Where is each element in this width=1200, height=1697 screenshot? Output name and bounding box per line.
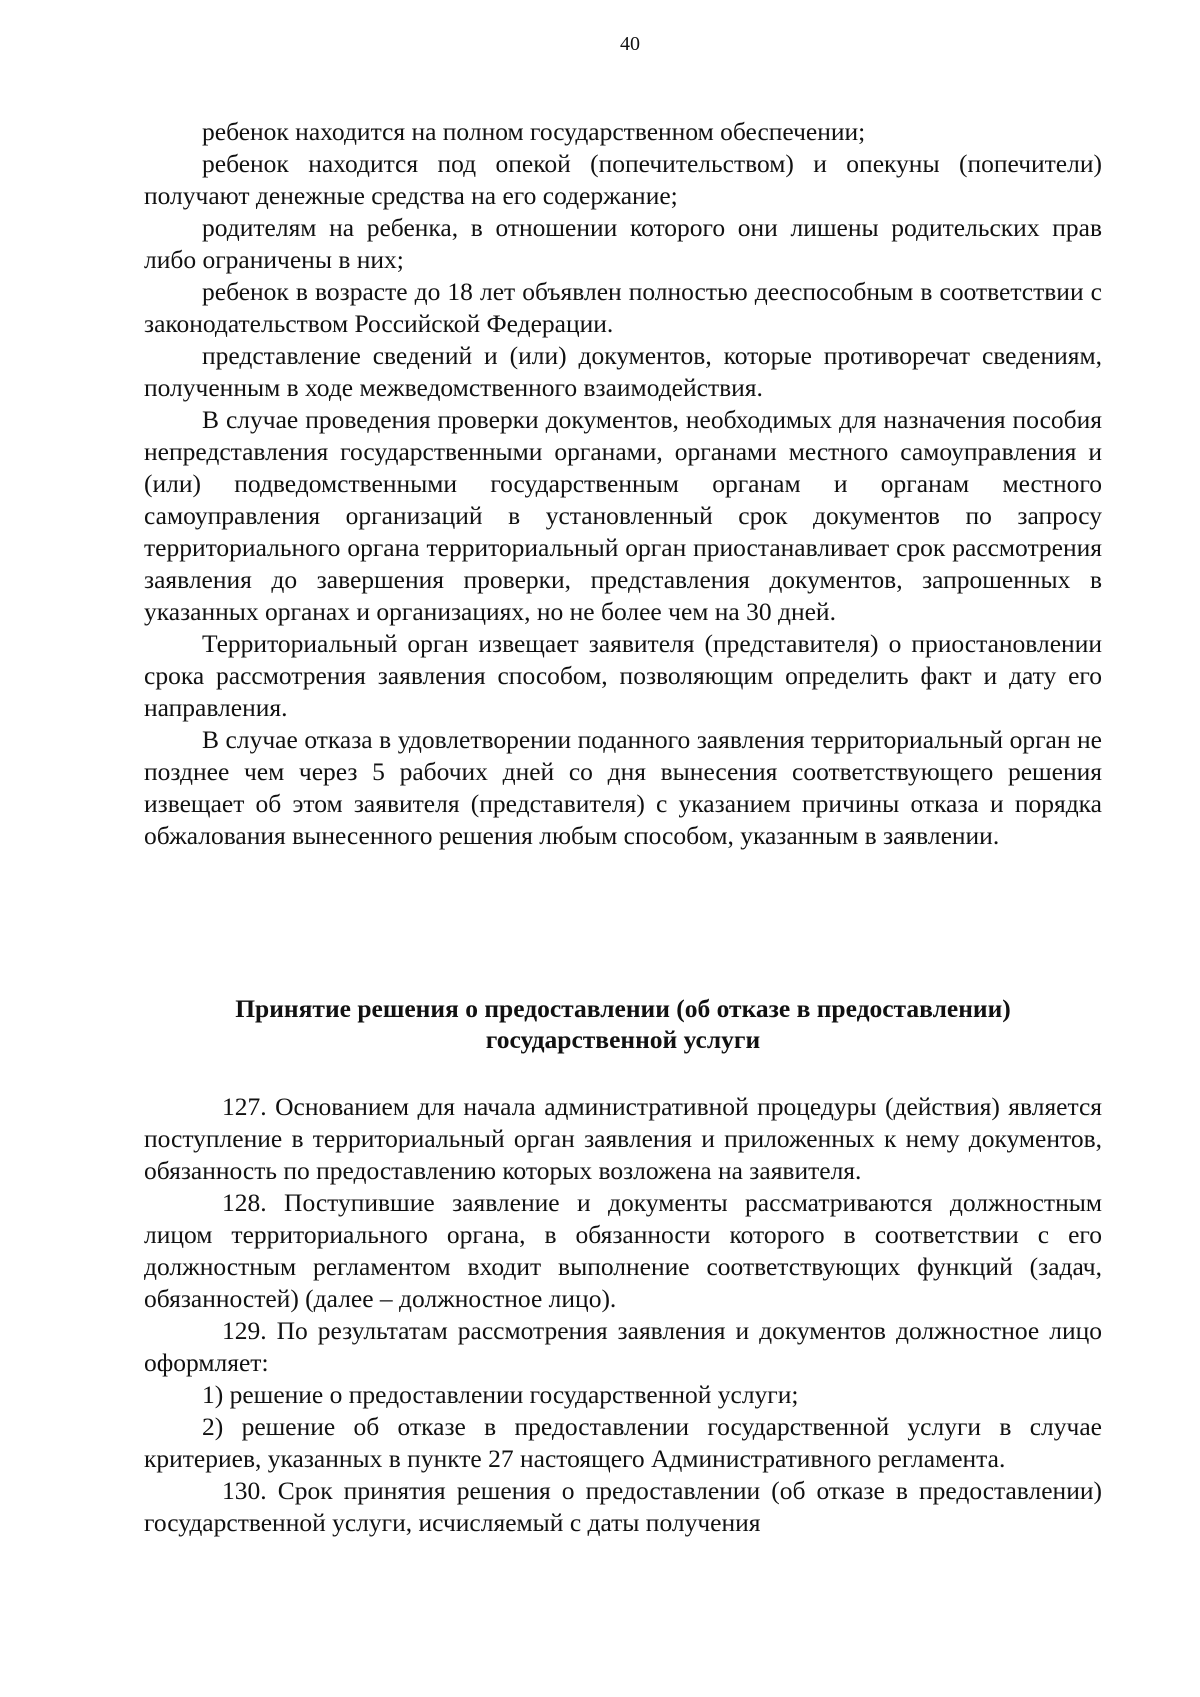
numbered-paragraph-129: 129. По результатам рассмотрения заявления и документов должностное лицо оформляет: bbox=[144, 1316, 1102, 1377]
list-item-1: 1) решение о предоставлении государственной услуги; bbox=[202, 1380, 799, 1409]
paragraph: ребенок в возрасте до 18 лет объявлен полностью дееспособным в соответствии с законодательством Российской Федерации. bbox=[144, 277, 1102, 338]
page-number: 40 bbox=[620, 33, 640, 55]
paragraph: В случае отказа в удовлетворении поданного заявления территориальный орган не позднее чем через 5 рабочих дней со дня вынесения соответствующего решения извещает об этом заявителя (представителя) с указанием причины отказа и порядка обжалования вынесенного решения любым способом, указанным в заявлении. bbox=[144, 725, 1102, 850]
paragraph: В случае проведения проверки документов, необходимых для назначения пособия непредставления государственными органами, органами местного самоуправления и (или) подведомственными государственным органам и органам местного самоуправления организаций в установленный срок документов по запросу территориального органа территориальный орган приостанавливает срок рассмотрения заявления до завершения проверки, представления документов, запрошенных в указанных органах и организациях, но не более чем на 30 дней. bbox=[144, 405, 1102, 626]
paragraph: родителям на ребенка, в отношении которого они лишены родительских прав либо ограничены в них; bbox=[144, 213, 1102, 274]
section-heading bbox=[144, 993, 1102, 1055]
numbered-paragraph-128: 128. Поступившие заявление и документы рассматриваются должностным лицом территориального органа, в обязанности которого в соответствии с его должностным регламентом входит выполнение соответствующих функций (задач, обязанностей) (далее – должностное лицо). bbox=[144, 1188, 1102, 1313]
paragraph: ребенок находится под опекой (попечительством) и опекуны (попечители) получают денежные средства на его содержание; bbox=[144, 149, 1102, 210]
section-heading-line-1: Принятие решения о предоставлении (об отказе в предоставлении) bbox=[235, 994, 1011, 1023]
section-heading-line-2: государственной услуги bbox=[485, 1025, 761, 1054]
body-text-block-1 bbox=[144, 116, 1102, 852]
list-item-2: 2) решение об отказе в предоставлении государственной услуги в случае критериев, указанных в пункте 27 настоящего Административного регламента. bbox=[144, 1412, 1102, 1473]
body-text-block-2 bbox=[144, 1091, 1102, 1539]
paragraph: представление сведений и (или) документов, которые противоречат сведениям, полученным в ходе межведомственного взаимодействия. bbox=[144, 341, 1102, 402]
numbered-paragraph-127: 127. Основанием для начала административной процедуры (действия) является поступление в территориальный орган заявления и приложенных к нему документов, обязанность по предоставлению которых возложена на заявителя. bbox=[144, 1092, 1102, 1185]
numbered-paragraph-130: 130. Срок принятия решения о предоставлении (об отказе в предоставлении) государственной услуги, исчисляемый с даты получения bbox=[144, 1476, 1102, 1537]
paragraph: ребенок находится на полном государственном обеспечении; bbox=[202, 117, 866, 146]
paragraph: Территориальный орган извещает заявителя (представителя) о приостановлении срока рассмотрения заявления способом, позволяющим определить факт и дату его направления. bbox=[144, 629, 1102, 722]
